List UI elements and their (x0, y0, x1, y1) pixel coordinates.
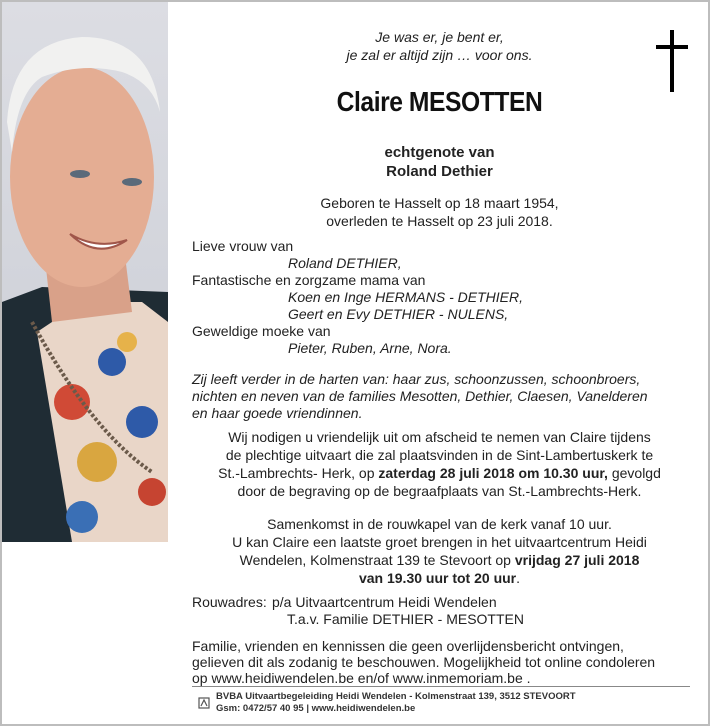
gathering-info: Samenkomst in de rouwkapel van de kerk vanaf 10 uur. U kan Claire een laatste groet brengen in het uitvaartcentrum Heidi Wendelen, Kolmenstraat 139 te Stevoort op vrijdag 27 juli 2018 van 19.30 uur tot 20 uur. (232, 516, 647, 586)
undertaker-logo-icon (198, 697, 210, 709)
relation-name: Koen en Inge HERMANS - DETHIER, (288, 289, 523, 305)
viewing-date: vrijdag 27 juli 2018 (514, 552, 640, 568)
relation-label: Fantastische en zorgzame mama van (192, 272, 426, 288)
relations-list (192, 238, 523, 357)
funeral-date: zaterdag 28 juli 2018 om 10.30 uur, (378, 465, 608, 481)
spouse-block (192, 143, 687, 181)
relation-label: Lieve vrouw van (192, 238, 294, 254)
closing-note: Familie, vrienden en kennissen die geen overlijdensbericht ontvingen, gelieven dit als zodanig te beschouwen. Mogelijkheid tot online condoleren op www.heidiwendelen.be en/of www.inmemoriam.be . (192, 638, 656, 686)
birth-line: Geboren te Hasselt op 18 maart 1954, (320, 195, 559, 211)
address-label: Rouwadres: (192, 594, 267, 610)
deceased-name: Claire MESOTTEN (336, 86, 543, 117)
life-dates (192, 194, 687, 230)
relation-name: Roland DETHIER, (288, 255, 402, 271)
relation-label: Geweldige moeke van (192, 323, 331, 339)
footer-line: Gsm: 0472/57 40 95 | www.heidiwendelen.be (216, 703, 416, 714)
undertaker-footer (198, 691, 576, 715)
portrait-photo (2, 2, 168, 542)
motto-line: je zal er altijd zijn … voor ons. (346, 47, 533, 63)
relation-name: Pieter, Ruben, Arne, Nora. (288, 340, 452, 356)
mourning-address (192, 594, 524, 628)
address-line: T.a.v. Familie DETHIER - MESOTTEN (287, 611, 524, 627)
funeral-invitation: Wij nodigen u vriendelijk uit om afscheid te nemen van Claire tijdens de plechtige uitvaart die zal plaatsvinden in de Sint-Lambertuskerk te St.-Lambrechts- Herk, op zaterdag 28 juli 2018 om 10.30 uur, gevolgd door de begraving op de begraafplaats van St.-Lambrechts-Herk. (218, 429, 661, 499)
survived-by: Zij leeft verder in de harten van: haar zus, schoonzussen, schoonbroers, nichten en neven van de families Mesotten, Dethier, Claesen, Vanelderen en haar goede vriendinnen. (192, 371, 648, 421)
viewing-time: van 19.30 uur tot 20 uur (358, 570, 517, 586)
footer-divider (192, 686, 690, 687)
spouse-label: echtgenote van (384, 144, 495, 161)
footer-line: BVBA Uitvaartbegeleiding Heidi Wendelen - Kolmenstraat 139, 3512 STEVOORT (216, 691, 576, 702)
relation-name: Geert en Evy DETHIER - NULENS, (288, 306, 509, 322)
death-line: overleden te Hasselt op 23 juli 2018. (326, 213, 553, 229)
motto (192, 28, 687, 64)
spouse-name: Roland Dethier (386, 163, 493, 180)
address-line: p/a Uitvaartcentrum Heidi Wendelen (272, 594, 497, 610)
motto-line: Je was er, je bent er, (375, 29, 504, 45)
